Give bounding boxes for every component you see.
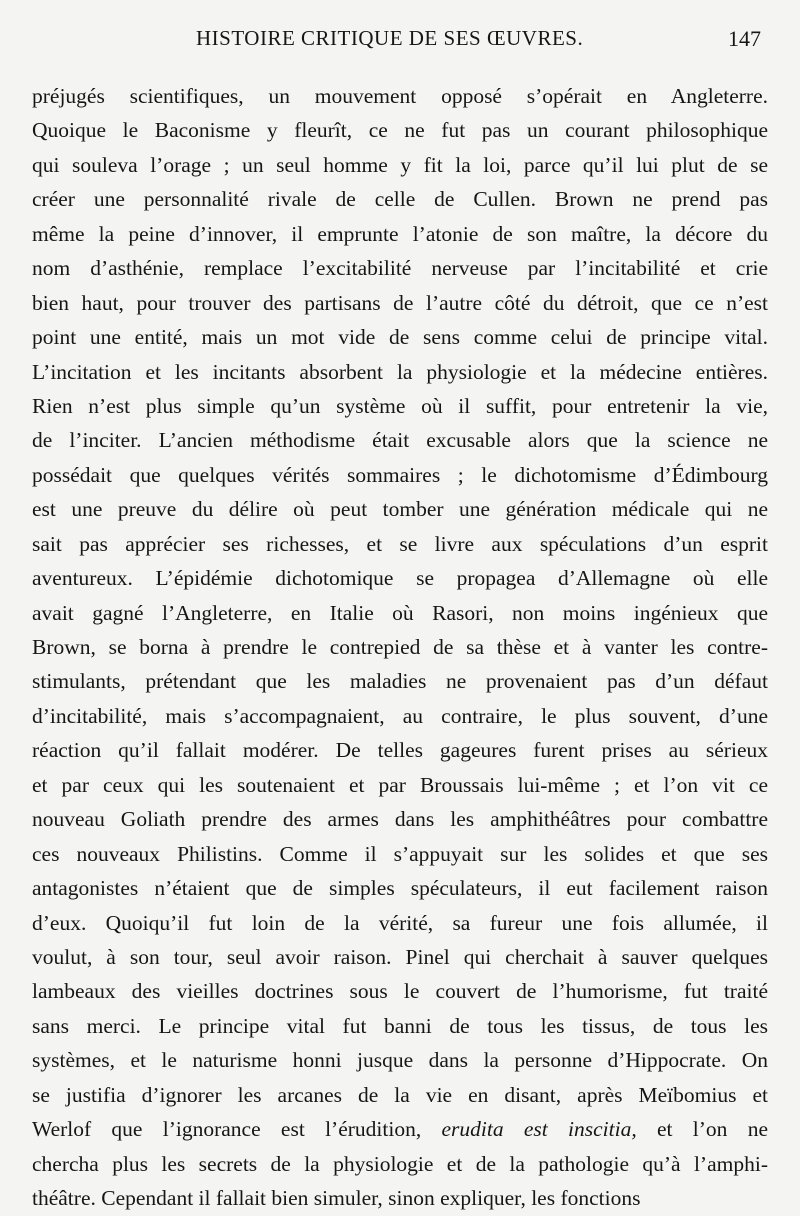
text-line: aventureux. L’épidémie dichotomique se propagea d’Allemagne où elle [32, 566, 768, 591]
text-line: voulut, à son tour, seul avoir raison. Pinel qui cherchait à sauver quelques [32, 944, 768, 969]
latin-quote: erudita est inscitia, [441, 1117, 637, 1142]
running-title: HISTOIRE CRITIQUE DE SES ŒUVRES. [196, 26, 584, 50]
text-line: ces nouveaux Philistins. Comme il s’appuyait sur les solides et que ses [32, 841, 768, 866]
text-line: d’eux. Quoiqu’il fut loin de la vérité, sa fureur une fois allumée, il [32, 910, 768, 935]
text-line: nom d’asthénie, remplace l’excitabilité nerveuse par l’incitabilité et crie [32, 256, 768, 281]
text-line: théâtre. Cependant il fallait bien simuler, sinon expliquer, les fonctions [32, 1186, 641, 1210]
text-line: nouveau Goliath prendre des armes dans les amphithéâtres pour combattre [32, 807, 768, 832]
text-segment: et l’on ne [636, 1117, 768, 1142]
text-line-with-latin-quote [32, 1112, 768, 1146]
text-line: sait pas apprécier ses richesses, et se livre aux spéculations d’un esprit [32, 531, 768, 556]
text-line: préjugés scientifiques, un mouvement opposé s’opérait en Angleterre. [32, 84, 768, 108]
text-line: qui souleva l’orage ; un seul homme y fit la loi, parce qu’il lui plut de se [32, 152, 768, 177]
text-line: est une preuve du délire où peut tomber une génération médicale qui ne [32, 497, 768, 522]
text-line: chercha plus les secrets de la physiologie et de la pathologie qu’à l’amphi- [32, 1151, 768, 1176]
text-line: créer une personnalité rivale de celle de Cullen. Brown ne prend pas [32, 187, 768, 212]
text-line: L’incitation et les incitants absorbent la physiologie et la médecine entières. [32, 359, 768, 384]
body-text [32, 79, 768, 1215]
text-line: et par ceux qui les soutenaient et par Broussais lui-même ; et l’on vit ce [32, 772, 768, 797]
page-number: 147 [728, 26, 761, 51]
text-line: sans merci. Le principe vital fut banni de tous les tissus, de tous les [32, 1013, 768, 1038]
text-line: point une entité, mais un mot vide de sens comme celui de principe vital. [32, 325, 768, 350]
text-line: stimulants, prétendant que les maladies ne provenaient pas d’un défaut [32, 669, 768, 694]
text-line: possédait que quelques vérités sommaires ; le dichotomisme d’Édimbourg [32, 462, 768, 487]
text-line: se justifia d’ignorer les arcanes de la vie en disant, après Meïbomius et [32, 1082, 768, 1107]
text-line: systèmes, et le naturisme honni jusque dans la personne d’Hippocrate. On [32, 1048, 768, 1073]
text-line: Brown, se borna à prendre le contrepied de sa thèse et à vanter les contre- [32, 635, 768, 659]
text-line: même la peine d’innover, il emprunte l’atonie de son maître, la décore du [32, 221, 768, 246]
text-line: lambeaux des vieilles doctrines sous le couvert de l’humorisme, fut traité [32, 979, 768, 1004]
text-line: avait gagné l’Angleterre, en Italie où Rasori, non moins ingénieux que [32, 600, 768, 625]
text-line: de l’inciter. L’ancien méthodisme était excusable alors que la science ne [32, 428, 768, 453]
text-line: antagonistes n’étaient que de simples spéculateurs, il eut facilement raison [32, 876, 768, 901]
text-line: bien haut, pour trouver des partisans de l’autre côté du détroit, que ce n’est [32, 290, 768, 315]
text-line: Rien n’est plus simple qu’un système où il suffit, pour entretenir la vie, [32, 393, 768, 418]
text-line: réaction qu’il fallait modérer. De telles gageures furent prises au sérieux [32, 738, 768, 763]
running-header [0, 26, 800, 60]
text-segment: Werlof que l’ignorance est l’érudition, [32, 1117, 442, 1142]
text-line: Quoique le Baconisme y fleurît, ce ne fut pas un courant philosophique [32, 118, 768, 143]
text-line: d’incitabilité, mais s’accompagnaient, au contraire, le plus souvent, d’une [32, 703, 768, 728]
